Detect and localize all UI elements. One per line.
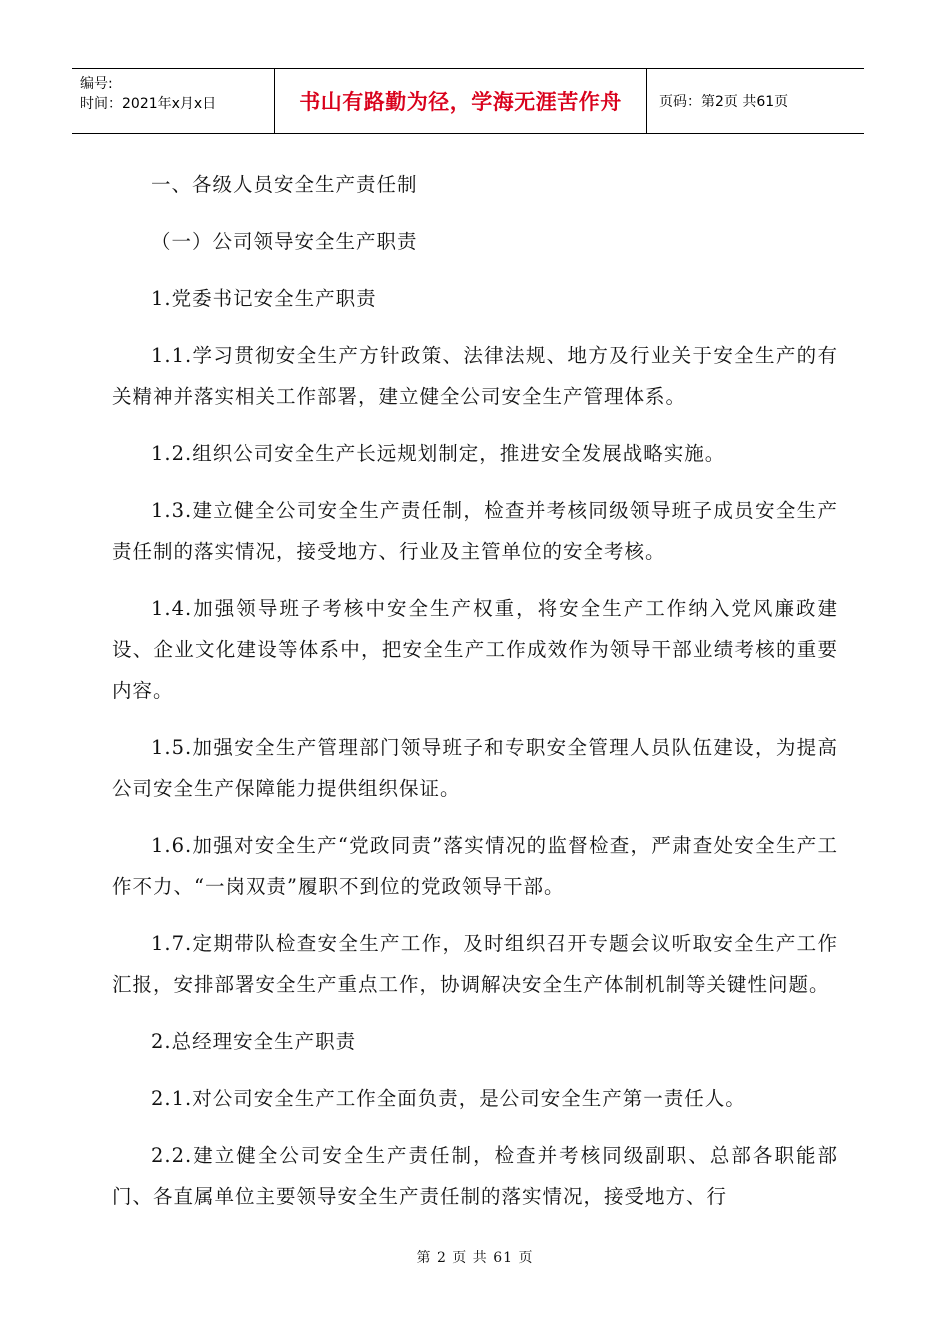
- paragraph: 2.1.对公司安全生产工作全面负责，是公司安全生产第一责任人。: [151, 1087, 746, 1110]
- paragraph: 1.6.加强对安全生产“党政同责”落实情况的监督检查，严肃查处安全生产工作不力、“一岗双责”履职不到位的党政领导干部。: [112, 834, 838, 898]
- paragraph: 1.7.定期带队检查安全生产工作，及时组织召开专题会议听取安全生产工作汇报，安排部署安全生产重点工作，协调解决安全生产体制机制等关键性问题。: [112, 932, 838, 996]
- doc-number-label: 编号:: [80, 76, 113, 92]
- paragraph: 1.4.加强领导班子考核中安全生产权重，将安全生产工作纳入党风廉政建设、企业文化建设等体系中，把安全生产工作成效作为领导干部业绩考核的重要内容。: [112, 597, 838, 702]
- item-heading: 1.党委书记安全生产职责: [151, 287, 377, 310]
- paragraph: 1.2.组织公司安全生产长远规划制定，推进安全发展战略实施。: [151, 442, 726, 465]
- header-motto: 书山有路勤为径，学海无涯苦作舟: [275, 69, 647, 133]
- header-page-info: 页码：第2页 共61页: [659, 94, 789, 110]
- subsection-heading: （一）公司领导安全生产职责: [151, 230, 418, 253]
- page-footer: 第 2 页 共 61 页: [416, 1250, 534, 1266]
- section-heading: 一、各级人员安全生产责任制: [151, 173, 418, 196]
- paragraph: 1.5.加强安全生产管理部门领导班子和专职安全管理人员队伍建设，为提高公司安全生产保障能力提供组织保证。: [112, 736, 838, 800]
- item-heading: 2.总经理安全生产职责: [151, 1030, 357, 1053]
- paragraph: 1.3.建立健全公司安全生产责任制，检查并考核同级领导班子成员安全生产责任制的落实情况，接受地方、行业及主管单位的安全考核。: [112, 499, 838, 563]
- paragraph: 1.1.学习贯彻安全生产方针政策、法律法规、地方及行业关于安全生产的有关精神并落实相关工作部署，建立健全公司安全生产管理体系。: [112, 344, 838, 408]
- date-line: 时间：2021年x月x日: [80, 96, 217, 112]
- document-body: [112, 164, 838, 1217]
- paragraph: 2.2.建立健全公司安全生产责任制，检查并考核同级副职、总部各职能部门、各直属单位主要领导安全生产责任制的落实情况，接受地方、行: [112, 1144, 838, 1208]
- header-meta: [72, 69, 275, 133]
- page-header: [72, 68, 864, 134]
